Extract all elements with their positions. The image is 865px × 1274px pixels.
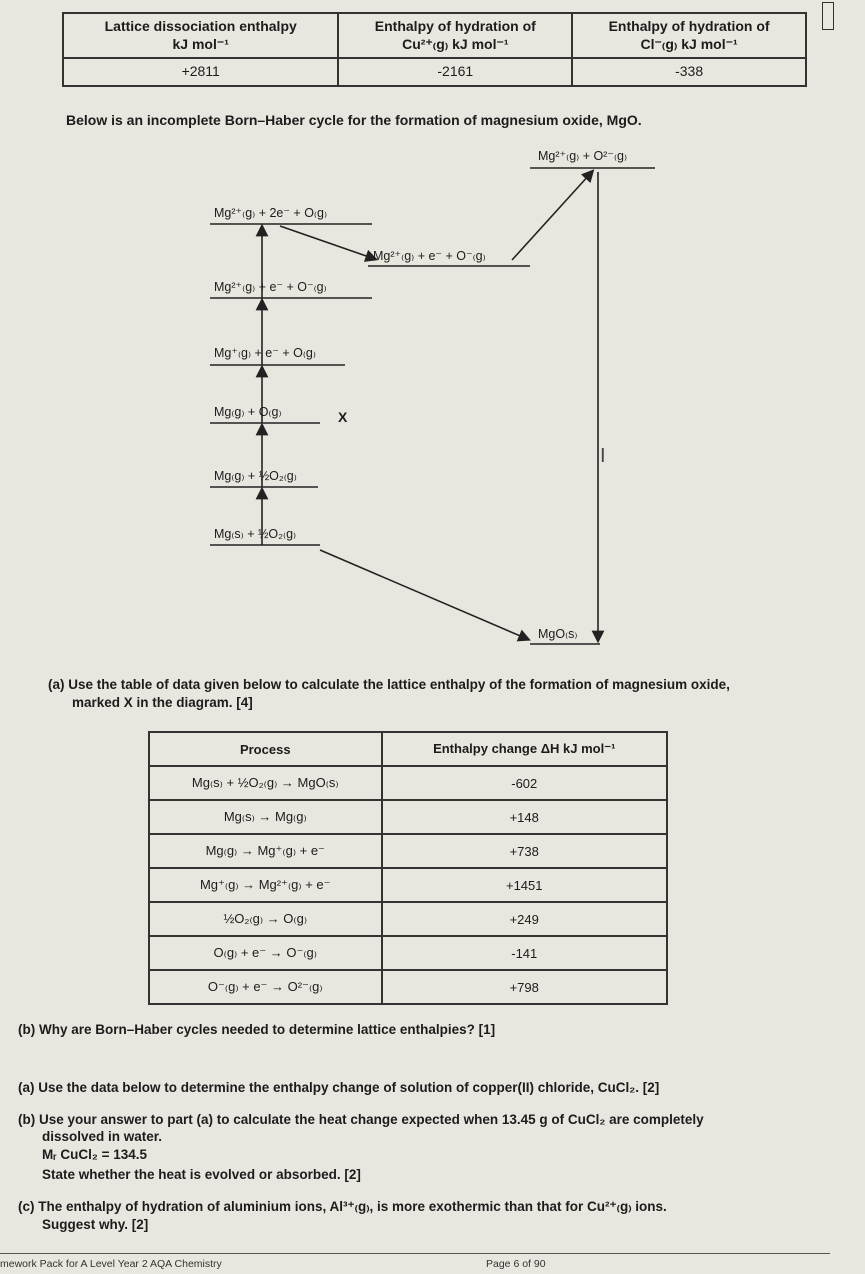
footer-divider <box>0 1253 830 1254</box>
process-cell: O⁻₍g₎ + e⁻ → O²⁻₍g₎ <box>149 970 382 1004</box>
header-process: Process <box>149 732 382 766</box>
table-row <box>149 970 667 1004</box>
question-b2: (b) Use your answer to part (a) to calculate the heat change expected when 13.45 g of CuCl₂ are completely <box>18 1112 704 1127</box>
header-hydration-cu: Enthalpy of hydration of Cu²⁺₍g₎ kJ mol⁻¹ <box>338 13 572 58</box>
x-marker: X <box>338 409 348 425</box>
value-hydration-cl: -338 <box>572 58 806 86</box>
level-label-3: Mg²⁺₍g₎ + e⁻ + O⁻₍g₎ <box>214 280 327 294</box>
question-b2-state: State whether the heat is evolved or absorbed. [2] <box>42 1167 361 1182</box>
question-a1: (a) Use the table of data given below to calculate the lattice enthalpy of the formation of magnesium oxide, <box>48 677 730 692</box>
level-label-6: Mg₍g₎ + ½O₂₍g₎ <box>214 469 297 483</box>
arrow-l2-top <box>512 174 590 260</box>
table-row <box>149 800 667 834</box>
level-label-bottom: MgO₍s₎ <box>538 627 578 641</box>
cycle-caption: Below is an incomplete Born–Haber cycle for the formation of magnesium oxide, MgO. <box>66 112 642 128</box>
value-cell: +249 <box>382 902 668 936</box>
value-lattice: +2811 <box>63 58 338 86</box>
born-haber-cycle-diagram <box>0 130 865 650</box>
question-a2: (a) Use the data below to determine the enthalpy change of solution of copper(II) chloride, CuCl₂. [2] <box>18 1080 660 1095</box>
value-cell: -602 <box>382 766 668 800</box>
table-row <box>149 868 667 902</box>
value-cell: -141 <box>382 936 668 970</box>
hydration-table-value-row <box>63 58 806 86</box>
question-b1: (b) Why are Born–Haber cycles needed to determine lattice enthalpies? [1] <box>18 1022 496 1037</box>
level-label-7: Mg₍s₎ + ½O₂₍g₎ <box>214 527 297 541</box>
question-a1-cont: marked X in the diagram. [4] <box>72 695 253 710</box>
question-c2-cont: Suggest why. [2] <box>42 1217 149 1232</box>
value-cell: +798 <box>382 970 668 1004</box>
arrow-l1-l2 <box>280 226 372 258</box>
value-cell: +148 <box>382 800 668 834</box>
header-lattice-dissociation: Lattice dissociation enthalpy kJ mol⁻¹ <box>63 13 338 58</box>
header-hydration-cl: Enthalpy of hydration of Cl⁻₍g₎ kJ mol⁻¹ <box>572 13 806 58</box>
value-cell: +1451 <box>382 868 668 902</box>
page-corner-icon <box>822 2 834 30</box>
process-table-header <box>149 732 667 766</box>
footer-left: mework Pack for A Level Year 2 AQA Chemistry <box>0 1258 222 1270</box>
table-row <box>149 936 667 970</box>
arrow-l7-bottom <box>320 550 525 638</box>
text-cursor-icon: I <box>600 445 606 467</box>
header-enthalpy: Enthalpy change ΔH kJ mol⁻¹ <box>382 732 668 766</box>
value-cell: +738 <box>382 834 668 868</box>
question-b2-mr: Mᵣ CuCl₂ = 134.5 <box>42 1147 148 1162</box>
level-label-top: Mg²⁺₍g₎ + O²⁻₍g₎ <box>538 149 628 163</box>
process-enthalpy-table <box>148 731 668 1005</box>
table-row <box>149 766 667 800</box>
level-label-4: Mg⁺₍g₎ + e⁻ + O₍g₎ <box>214 346 316 360</box>
level-label-1: Mg²⁺₍g₎ + 2e⁻ + O₍g₎ <box>214 206 328 220</box>
process-cell: Mg⁺₍g₎ → Mg²⁺₍g₎ + e⁻ <box>149 868 382 902</box>
table-row <box>149 902 667 936</box>
process-cell: O₍g₎ + e⁻ → O⁻₍g₎ <box>149 936 382 970</box>
process-cell: Mg₍s₎ + ½O₂₍g₎ → MgO₍s₎ <box>149 766 382 800</box>
value-hydration-cu: -2161 <box>338 58 572 86</box>
level-label-2-right: Mg²⁺₍g₎ + e⁻ + O⁻₍g₎ <box>373 249 486 263</box>
question-c2: (c) The enthalpy of hydration of aluminium ions, Al³⁺₍g₎, is more exothermic than that for Cu²⁺₍g₎ ions. <box>18 1199 667 1214</box>
question-b2-cont: dissolved in water. <box>42 1129 163 1144</box>
process-cell: Mg₍s₎ → Mg₍g₎ <box>149 800 382 834</box>
process-cell: ½O₂₍g₎ → O₍g₎ <box>149 902 382 936</box>
hydration-table-header-row <box>63 13 806 58</box>
footer-page-number: Page 6 of 90 <box>486 1258 546 1270</box>
table-row <box>149 834 667 868</box>
level-label-5: Mg₍g₎ + O₍g₎ <box>214 405 282 419</box>
hydration-data-table <box>62 12 807 87</box>
process-cell: Mg₍g₎ → Mg⁺₍g₎ + e⁻ <box>149 834 382 868</box>
